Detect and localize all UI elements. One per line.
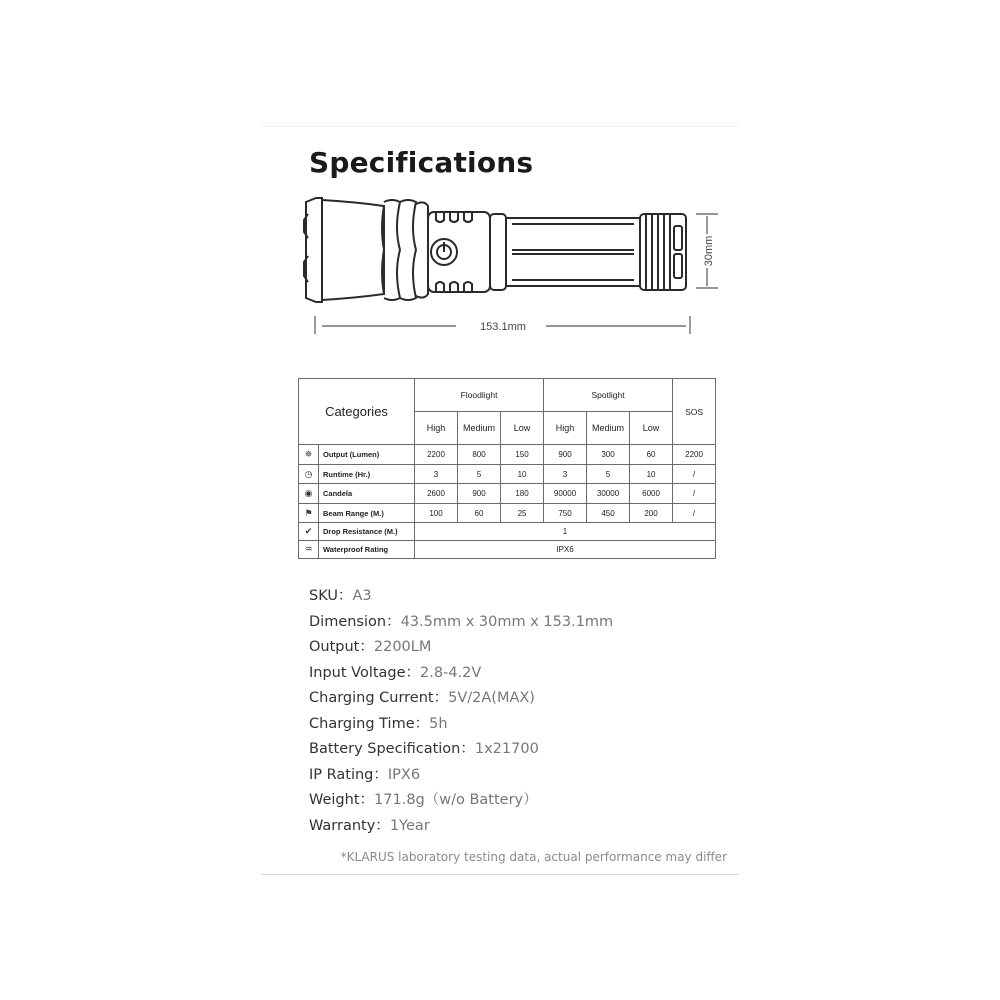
- diameter-dimension-label: 30mm: [703, 235, 715, 267]
- table-cell: 300: [587, 445, 630, 465]
- row-label: Beam Range (M.): [319, 504, 415, 523]
- bottom-divider: [262, 874, 738, 875]
- table-row: [299, 445, 716, 465]
- table-cell: 60: [630, 445, 673, 465]
- table-cell: 800: [458, 445, 501, 465]
- footnote: *KLARUS laboratory testing data, actual performance may differ: [340, 850, 727, 864]
- table-cell: 2200: [415, 445, 458, 465]
- detail-weight: Weight：171.8g（w/o Battery）: [309, 792, 538, 808]
- table-cell: 100: [415, 504, 458, 523]
- table-cell: 180: [501, 484, 544, 504]
- detail-output: Output：2200LM: [309, 639, 432, 655]
- table-cell: 5: [587, 465, 630, 484]
- table-cell: 3: [544, 465, 587, 484]
- table-row: [299, 504, 716, 523]
- table-cell: 60: [458, 504, 501, 523]
- table-cell: 900: [458, 484, 501, 504]
- spec-details: [309, 585, 613, 840]
- spotlight-high-header: High: [544, 412, 587, 445]
- table-cell: 3: [415, 465, 458, 484]
- waterproof-icon: ♒: [304, 544, 313, 554]
- table-cell: /: [673, 465, 716, 484]
- row-label: Waterproof Rating: [319, 541, 415, 559]
- top-divider: [262, 126, 738, 127]
- spec-table: [298, 378, 716, 559]
- page-title: Specifications: [309, 146, 534, 179]
- table-cell: /: [673, 484, 716, 504]
- detail-sku: SKU：A3: [309, 588, 372, 604]
- floodlight-high-header: High: [415, 412, 458, 445]
- table-row: [299, 484, 716, 504]
- detail-charging-current: Charging Current：5V/2A(MAX): [309, 690, 535, 706]
- spotlight-header: Spotlight: [544, 379, 673, 412]
- table-cell: 200: [630, 504, 673, 523]
- table-row: [299, 541, 716, 559]
- table-cell: 150: [501, 445, 544, 465]
- length-dimension-label: 153.1mm: [480, 321, 526, 333]
- flashlight-drawing: [296, 192, 736, 342]
- detail-warranty: Warranty：1Year: [309, 817, 430, 834]
- table-cell: 5: [458, 465, 501, 484]
- table-cell: IPX6: [415, 541, 716, 559]
- table-cell: 30000: [587, 484, 630, 504]
- floodlight-medium-header: Medium: [458, 412, 501, 445]
- table-cell: 450: [587, 504, 630, 523]
- row-label: Runtime (Hr.): [319, 465, 415, 484]
- table-cell: 6000: [630, 484, 673, 504]
- spotlight-low-header: Low: [630, 412, 673, 445]
- table-cell: 750: [544, 504, 587, 523]
- table-cell: 10: [501, 465, 544, 484]
- table-cell: 900: [544, 445, 587, 465]
- output-icon: ✵: [304, 449, 313, 459]
- table-cell: 1: [415, 523, 716, 541]
- detail-input-voltage: Input Voltage：2.8-4.2V: [309, 664, 482, 681]
- detail-dimension: Dimension：43.5mm x 30mm x 153.1mm: [309, 613, 614, 630]
- categories-header: Categories: [299, 379, 415, 445]
- table-cell: 90000: [544, 484, 587, 504]
- detail-battery: Battery Specification：1x21700: [309, 741, 539, 757]
- floodlight-low-header: Low: [501, 412, 544, 445]
- spotlight-medium-header: Medium: [587, 412, 630, 445]
- floodlight-header: Floodlight: [415, 379, 544, 412]
- table-cell: 2600: [415, 484, 458, 504]
- detail-charging-time: Charging Time：5h: [309, 715, 448, 732]
- table-cell: 10: [630, 465, 673, 484]
- table-cell: 25: [501, 504, 544, 523]
- table-row: [299, 465, 716, 484]
- beam-range-icon: ⚑: [304, 507, 313, 518]
- table-cell: 2200: [673, 445, 716, 465]
- runtime-icon: ◷: [304, 468, 313, 479]
- drop-resistance-icon: ✔: [304, 526, 313, 536]
- row-label: Drop Resistance (M.): [319, 523, 415, 541]
- sos-header: SOS: [673, 379, 716, 445]
- detail-ip-rating: IP Rating：IPX6: [309, 766, 421, 783]
- row-label: Candela: [319, 484, 415, 504]
- table-row: [299, 523, 716, 541]
- row-label: Output (Lumen): [319, 445, 415, 465]
- candela-icon: ◉: [304, 488, 313, 498]
- table-cell: /: [673, 504, 716, 523]
